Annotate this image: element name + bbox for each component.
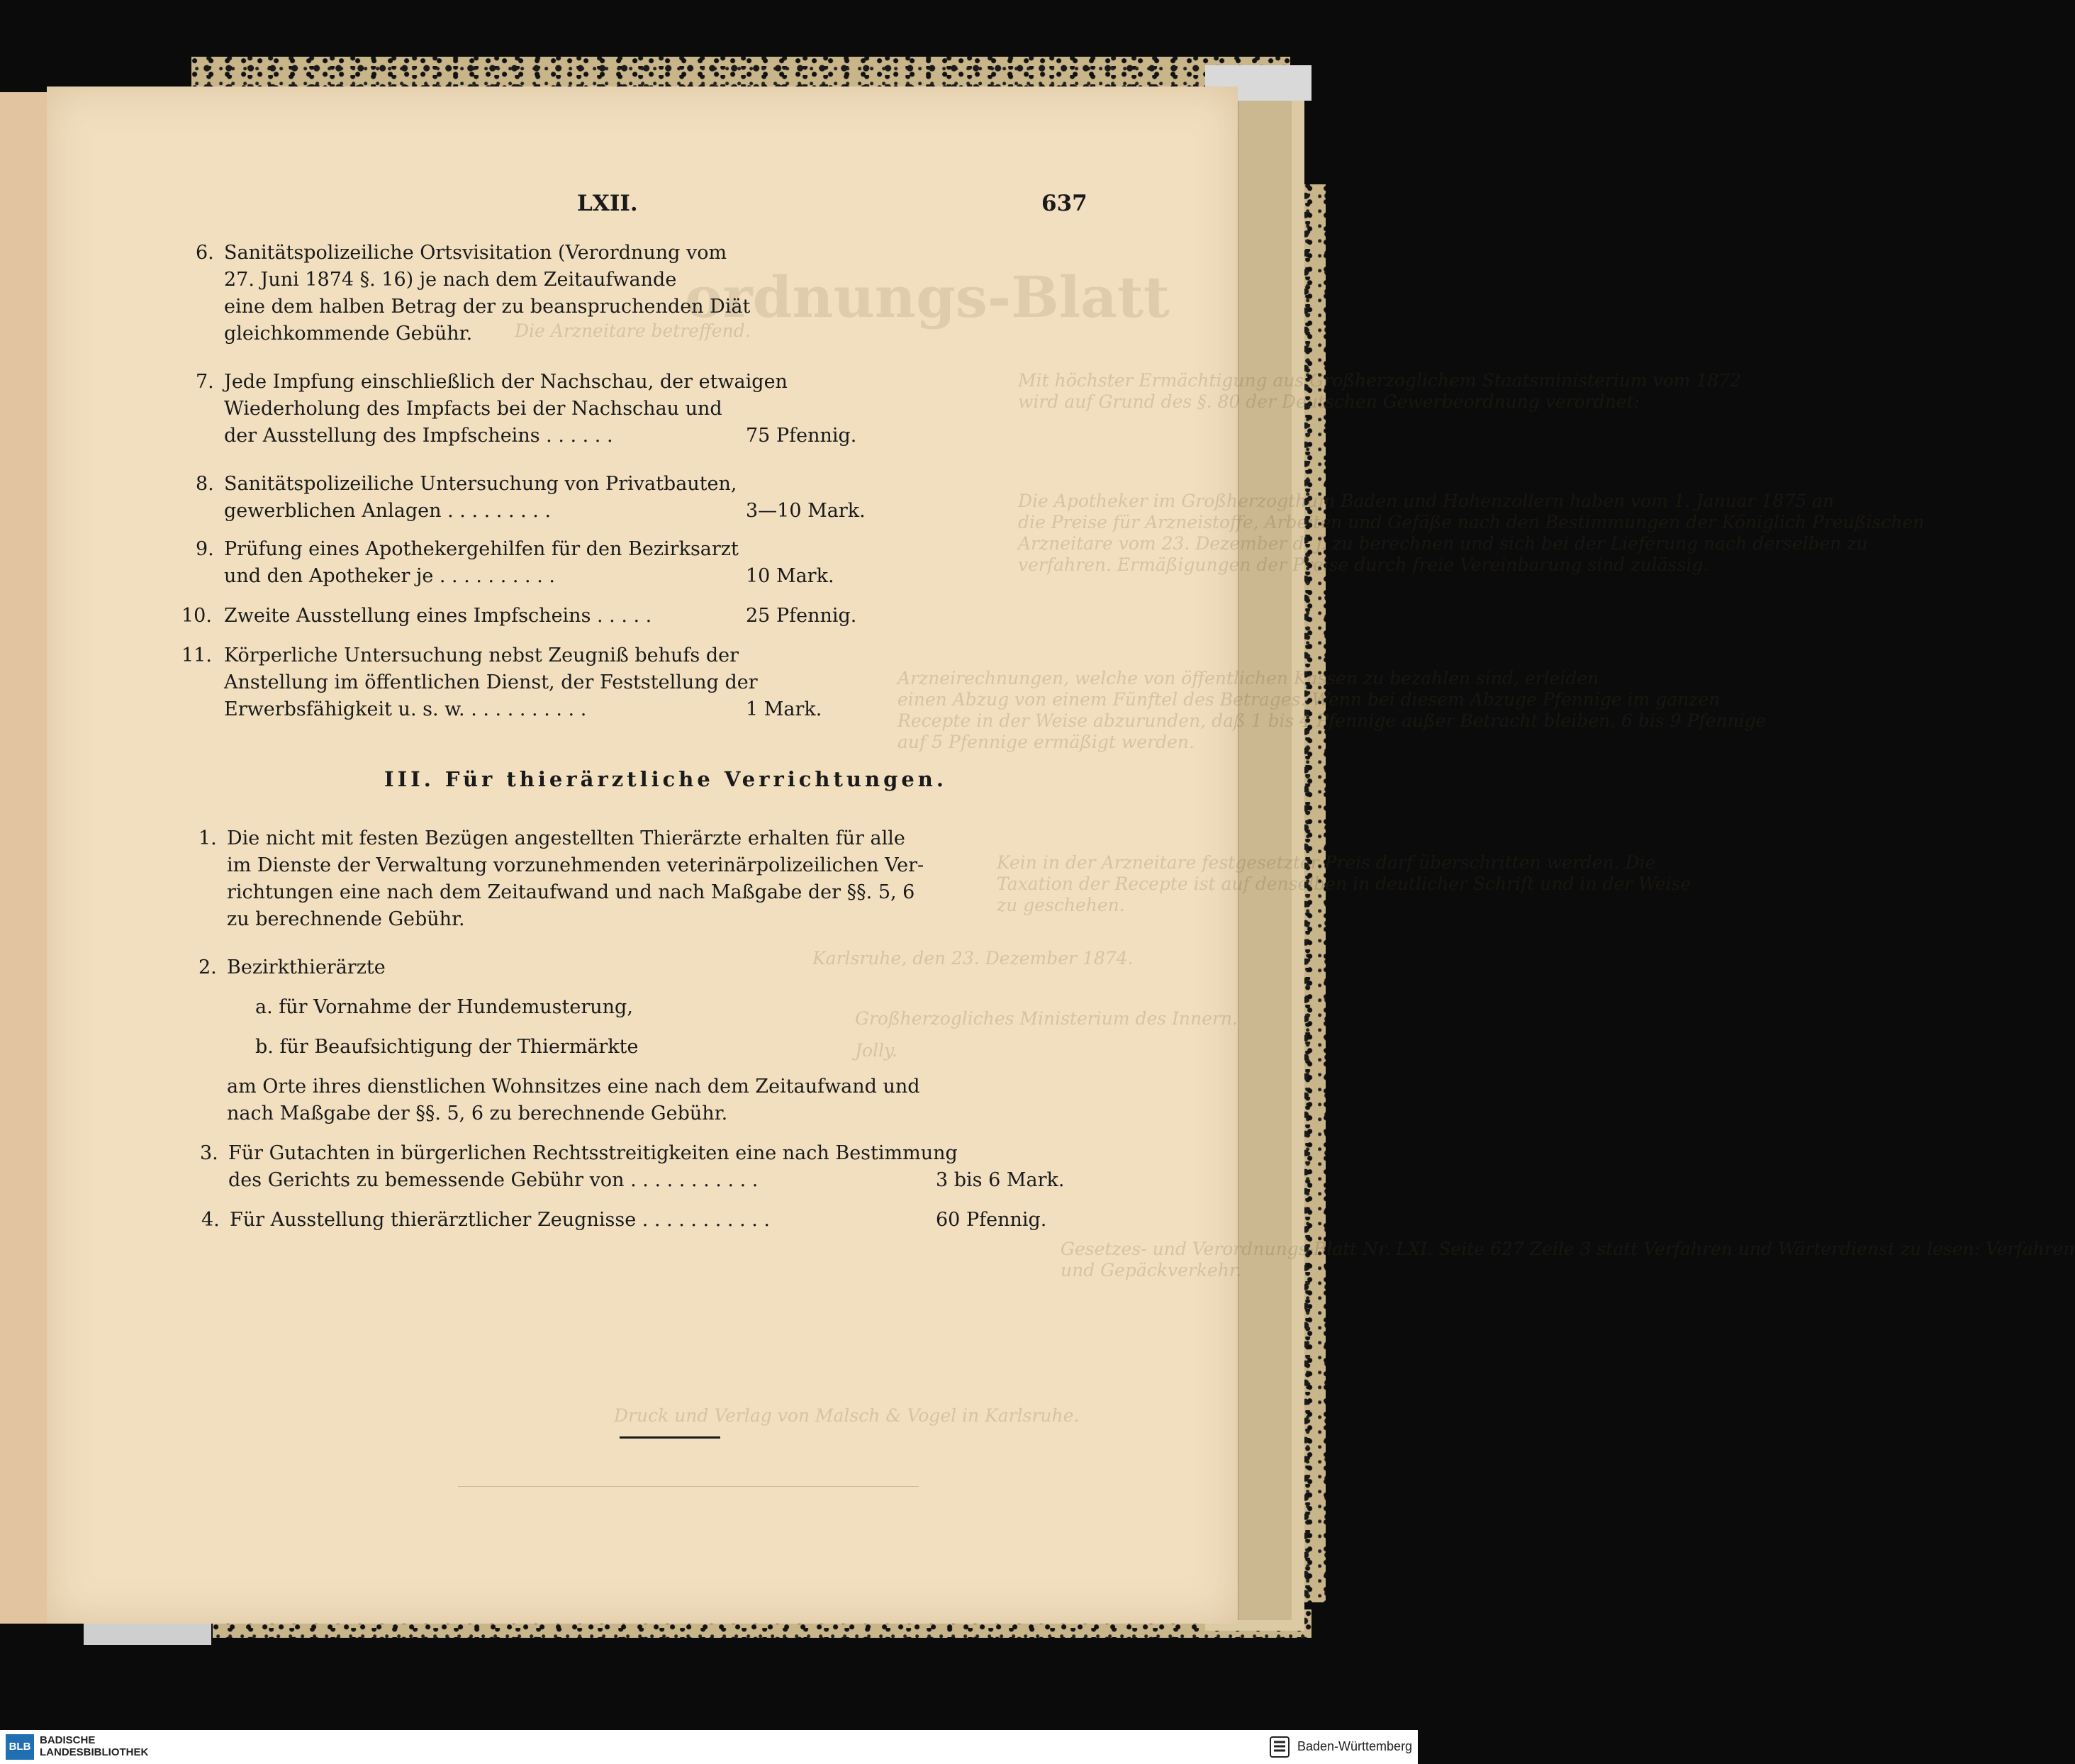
item-number: 4. bbox=[201, 1209, 220, 1231]
show-through-line: Kein in der Arzneitare festgesetzter Preis darf überschritten werden. Die bbox=[997, 852, 1656, 873]
show-through-line: Gesetzes- und Verordnungs-Blatt Nr. LXI. Seite 627 Zeile 3 statt Verfahren und Wärterdienst zu lesen: Verfahren bbox=[1061, 1239, 2075, 1259]
blb-text-line1: BADISCHE bbox=[40, 1734, 96, 1746]
item-fee: 3 bis 6 Mark. bbox=[936, 1169, 1065, 1191]
viewer-footer bbox=[0, 1730, 1418, 1764]
show-through-line: Arzneirechnungen, welche von öffentlichen Kassen zu bezahlen sind, erleiden bbox=[897, 668, 1599, 688]
section-number: LXII. bbox=[577, 191, 638, 216]
item-text-line: Für Gutachten in bürgerlichen Rechtsstreitigkeiten eine nach Bestimmung bbox=[228, 1142, 958, 1164]
show-through-line: Taxation der Recepte ist auf denselben in deutlicher Schrift und in der Weise bbox=[997, 873, 1691, 894]
item-fee: 25 Pfennig. bbox=[746, 605, 857, 627]
item-text-line: am Orte ihres dienstlichen Wohnsitzes eine nach dem Zeitaufwand und bbox=[227, 1076, 920, 1098]
item-number: 1. bbox=[198, 827, 217, 849]
item-text-line: und den Apotheker je . . . . . . . . . . bbox=[224, 565, 555, 587]
show-through-line: Jolly. bbox=[855, 1040, 897, 1061]
item-fee: 60 Pfennig. bbox=[936, 1209, 1047, 1231]
show-through-line: Die Arzneitare betreffend. bbox=[515, 320, 751, 341]
show-through-line: die Preise für Arzneistoffe, Arbeiten und Gefäße nach den Bestimmungen der Königlich Preußischen bbox=[1018, 512, 1925, 532]
item-text-line: eine dem halben Betrag der zu beanspruchenden Diät bbox=[224, 296, 751, 318]
show-through-line: einen Abzug von einem Fünftel des Betrages. Wenn bei diesem Abzuge Pfennige im ganzen bbox=[897, 689, 1721, 710]
item-number: 2. bbox=[198, 956, 217, 978]
blb-text-line2: LANDESBIBLIOTHEK bbox=[40, 1746, 149, 1758]
show-through-line: Arzneitare vom 23. Dezember d. J. zu berechnen und sich bei der Lieferung nach derselben zu bbox=[1018, 533, 1868, 554]
show-through-line: Großherzogliches Ministerium des Innern. bbox=[855, 1008, 1238, 1029]
item-text-line: zu berechnende Gebühr. bbox=[227, 908, 465, 930]
sub-item: b. für Beaufsichtigung der Thiermärkte bbox=[255, 1036, 639, 1058]
show-through-line: Die Apotheker im Großherzogthum Baden und Hohenzollern haben vom 1. Januar 1875 an bbox=[1018, 491, 1835, 511]
item-title: Bezirkthierärzte bbox=[227, 956, 386, 978]
show-through-line: und Gepäckverkehr. bbox=[1061, 1260, 1242, 1280]
item-number: 11. bbox=[181, 644, 212, 666]
item-fee: 1 Mark. bbox=[746, 698, 822, 720]
item-fee: 3—10 Mark. bbox=[746, 500, 866, 522]
item-text-line: gewerblichen Anlagen . . . . . . . . . bbox=[224, 500, 552, 522]
show-through-imprint: Druck und Verlag von Malsch & Vogel in Karlsruhe. bbox=[614, 1405, 1080, 1426]
section-heading: III. Für thierärztliche Verrichtungen. bbox=[384, 767, 947, 791]
item-number: 9. bbox=[196, 538, 214, 560]
item-text-line: Sanitätspolizeiliche Untersuchung von Privatbauten, bbox=[224, 473, 737, 495]
show-through-line: Karlsruhe, den 23. Dezember 1874. bbox=[812, 948, 1134, 968]
show-through-line: auf 5 Pfennige ermäßigt werden. bbox=[897, 732, 1195, 752]
sub-item: a. für Vornahme der Hundemusterung, bbox=[255, 996, 633, 1018]
item-text-line: Körperliche Untersuchung nebst Zeugniß behufs der bbox=[224, 644, 739, 666]
item-text-line: 27. Juni 1874 §. 16) je nach dem Zeitaufwande bbox=[224, 269, 677, 291]
item-text-line: Jede Impfung einschließlich der Nachschau, der etwaigen bbox=[224, 371, 788, 393]
item-text-line: Prüfung eines Apothekergehilfen für den Bezirksarzt bbox=[224, 538, 739, 560]
show-through-rule bbox=[458, 1486, 919, 1487]
item-text-line: im Dienste der Verwaltung vorzunehmenden veterinärpolizeilichen Ver- bbox=[227, 854, 924, 876]
item-fee: 75 Pfennig. bbox=[746, 425, 857, 447]
item-text-line: Anstellung im öffentlichen Dienst, der Feststellung der bbox=[224, 671, 758, 693]
page-number: 637 bbox=[1041, 191, 1087, 216]
item-text-line: Erwerbsfähigkeit u. s. w. . . . . . . . . . . bbox=[224, 698, 587, 720]
item-text-line: Sanitätspolizeiliche Ortsvisitation (Verordnung vom bbox=[224, 242, 727, 264]
show-through-line: Recepte in der Weise abzurunden, daß 1 bis 4 Pfennige außer Betracht bleiben, 6 bis 9 Pfennige bbox=[897, 710, 1767, 731]
item-fee: 10 Mark. bbox=[746, 565, 834, 587]
item-text-line: gleichkommende Gebühr. bbox=[224, 323, 473, 345]
blb-logo-text bbox=[40, 1734, 148, 1758]
blb-logo[interactable]: BLB bbox=[6, 1734, 34, 1760]
item-number: 8. bbox=[196, 473, 214, 495]
item-text-line: Die nicht mit festen Bezügen angestellten Thierärzte erhalten für alle bbox=[227, 827, 905, 849]
show-through-line: wird auf Grund des §. 80 der Deutschen Gewerbeordnung verordnet: bbox=[1018, 391, 1640, 412]
show-through-line: verfahren. Ermäßigungen der Preise durch freie Vereinbarung sind zulässig. bbox=[1018, 554, 1709, 575]
item-text-line: Wiederholung des Impfacts bei der Nachschau und bbox=[224, 398, 722, 420]
item-text-line: Zweite Ausstellung eines Impfscheins . . . . . bbox=[224, 605, 652, 627]
item-number: 10. bbox=[181, 605, 212, 627]
document-page bbox=[47, 86, 2075, 1624]
show-through-line: zu geschehen. bbox=[997, 895, 1125, 915]
show-through-line: Mit höchster Ermächtigung aus Großherzoglichem Staatsministerium vom 1872 bbox=[1018, 370, 1742, 391]
closing-rule bbox=[620, 1436, 720, 1439]
left-page-edge bbox=[0, 92, 50, 1624]
baden-wuerttemberg-label[interactable]: Baden-Württemberg bbox=[1297, 1739, 1413, 1753]
item-number: 3. bbox=[200, 1142, 218, 1164]
item-text-line: des Gerichts zu bemessende Gebühr von . . . . . . . . . . . bbox=[228, 1169, 759, 1191]
item-text-line: Für Ausstellung thierärztlicher Zeugnisse . . . . . . . . . . . bbox=[230, 1209, 770, 1231]
item-number: 6. bbox=[196, 242, 214, 264]
show-through-heading: ordnungs-Blatt bbox=[685, 264, 1170, 330]
item-text-line: richtungen eine nach dem Zeitaufwand und nach Maßgabe der §§. 5, 6 bbox=[227, 881, 915, 903]
item-number: 7. bbox=[196, 371, 214, 393]
item-text-line: der Ausstellung des Impfscheins . . . . . . bbox=[224, 425, 613, 447]
baden-wuerttemberg-crest-icon bbox=[1269, 1736, 1290, 1758]
item-text-line: nach Maßgabe der §§. 5, 6 zu berechnende Gebühr. bbox=[227, 1102, 728, 1124]
